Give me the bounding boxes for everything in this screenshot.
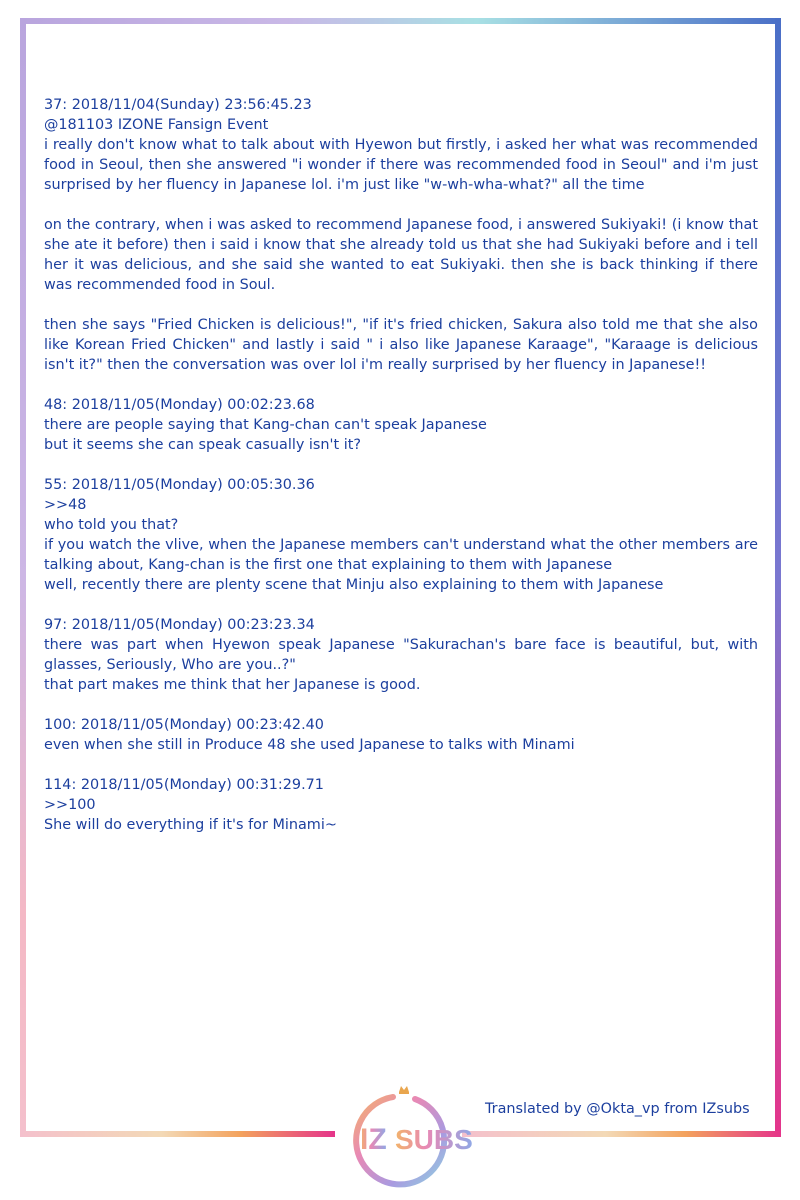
post-header: 37: 2018/11/04(Sunday) 23:56:45.23	[44, 97, 312, 113]
post	[44, 715, 758, 755]
izsubs-logo	[341, 1083, 473, 1191]
post-paragraph: there are people saying that Kang-chan can't speak Japanese but it seems she can speak casually isn't it?	[44, 417, 487, 453]
post-paragraph: >>48 who told you that? if you watch the vlive, when the Japanese members can't understand what the other members are talking about, Kang-chan is the first one that explaining to them with Japanese well, recently there are plenty scene that Minju also explaining to them with Japanese	[44, 497, 758, 593]
post-paragraph: on the contrary, when i was asked to recommend Japanese food, i answered Sukiyaki! (i know that she ate it before) then i said i know that she already told us that she had Sukiyaki before and i tell her it was delicious, and she said she wanted to eat Sukiyaki. then she is back thinking if there was recommended food in Soul.	[44, 217, 758, 293]
translation-body	[44, 95, 758, 855]
post	[44, 95, 758, 375]
post-header: 114: 2018/11/05(Monday) 00:31:29.71	[44, 777, 324, 793]
post	[44, 475, 758, 595]
crown-icon	[399, 1086, 409, 1094]
post-paragraph: even when she still in Produce 48 she used Japanese to talks with Minami	[44, 737, 575, 753]
post	[44, 775, 758, 835]
logo-text-iz: IZ	[360, 1123, 387, 1156]
post-paragraph: there was part when Hyewon speak Japanese "Sakurachan's bare face is beautiful, but, with glasses, Seriously, Who are you..?" that part makes me think that her Japanese is good.	[44, 637, 758, 693]
post-paragraph: @181103 IZONE Fansign Event i really don't know what to talk about with Hyewon but firstly, i asked her what was recommended food in Seoul, then she answered "i wonder if there was recommended food in Seoul" and i'm just surprised by her fluency in Japanese lol. i'm just like "w-wh-wha-what?" all the time	[44, 117, 758, 193]
post	[44, 615, 758, 695]
credit-line: Translated by @Okta_vp from IZsubs	[485, 1101, 750, 1117]
post-paragraph: then she says "Fried Chicken is delicious!", "if it's fried chicken, Sakura also told me that she also like Korean Fried Chicken" and lastly i said " i also like Japanese Karaage", "Karaage is delicious isn't it?" then the conversation was over lol i'm really surprised by her fluency in Japanese!!	[44, 317, 758, 373]
post-header: 100: 2018/11/05(Monday) 00:23:42.40	[44, 717, 324, 733]
post	[44, 395, 758, 455]
post-header: 48: 2018/11/05(Monday) 00:02:23.68	[44, 397, 315, 413]
post-header: 55: 2018/11/05(Monday) 00:05:30.36	[44, 477, 315, 493]
logo-text-subs: SUBS	[395, 1124, 473, 1155]
post-header: 97: 2018/11/05(Monday) 00:23:23.34	[44, 617, 315, 633]
post-paragraph: >>100 She will do everything if it's for Minami~	[44, 797, 337, 833]
